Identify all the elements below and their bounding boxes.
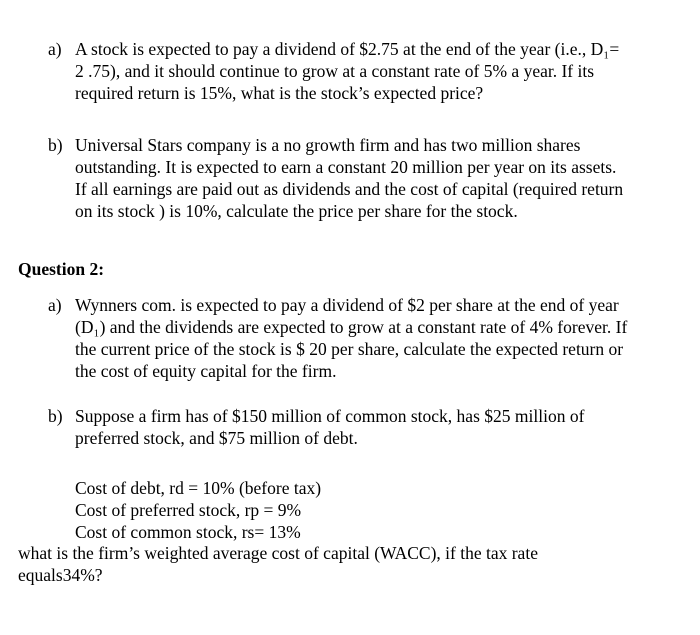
question-1a: [48, 38, 688, 104]
given-values: Cost of debt, rd = 10% (before tax) Cost of preferred stock, rp = 9% Cost of common stock, rs= 13%: [75, 478, 322, 542]
question-2a: [48, 294, 688, 382]
item-marker: b): [48, 135, 63, 155]
question-2-heading: Question 2:: [18, 259, 105, 279]
question-2b-text: Suppose a firm has of $150 million of common stock, has $25 million of preferred stock, and $75 million of debt.: [75, 406, 585, 448]
question-2a-text: Wynners com. is expected to pay a dividend of $2 per share at the end of year (D₁) and the dividends are expected to grow at a constant rate of 4% forever. If the current price of the stock is $ 20 per share, calculate the expected return or the cost of equity capital for the firm.: [75, 295, 628, 381]
item-marker: a): [48, 295, 62, 315]
question-2b-prompt: what is the firm’s weighted average cost of capital (WACC), if the tax rate equals34%?: [18, 543, 538, 585]
question-1a-text: A stock is expected to pay a dividend of $2.75 at the end of the year (i.e., D₁= 2 .75), and it should continue to grow at a constant rate of 5% a year. If its required return is 15%, what is the stock’s expected price?: [75, 39, 620, 103]
question-1b: [48, 134, 688, 222]
question-2b: [48, 405, 688, 449]
question-1b-text: Universal Stars company is a no growth firm and has two million shares outstanding. It is expected to earn a constant 20 million per year on its assets. If all earnings are paid out as dividends and the cost of capital (required return on its stock ) is 10%, calculate the price per share for the stock.: [75, 135, 624, 221]
item-marker: a): [48, 39, 62, 59]
item-marker: b): [48, 406, 63, 426]
